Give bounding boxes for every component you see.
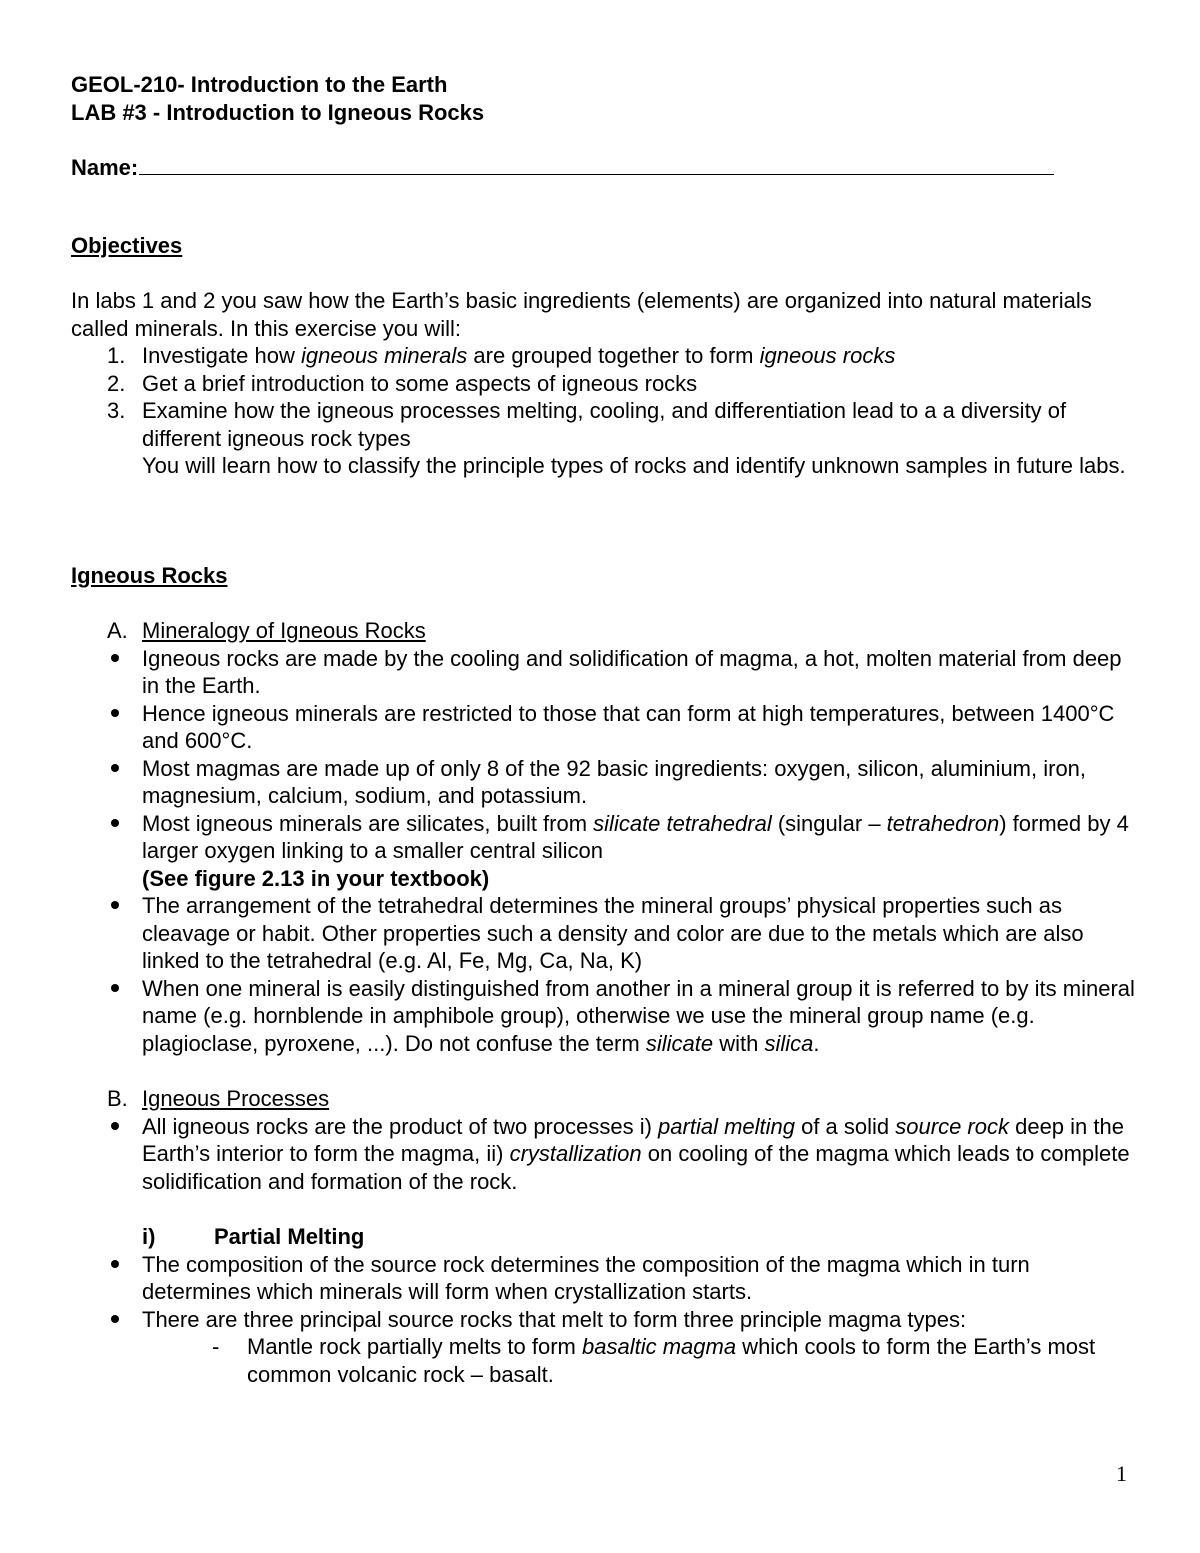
- bullet-text: When one mineral is easily distinguished from another in a mineral group it is referred to by its mineral name (e.g. hornblende in amphibole group), otherwise we use the mineral group name (e.g. plagioclase, pyroxene, ...). Do not confuse the term: [142, 975, 1135, 1056]
- bullet-text: All igneous rocks are the product of two processes i): [142, 1113, 659, 1139]
- bullet-emphasis: source rock: [895, 1113, 1009, 1139]
- bullet-text: There are three principal source rocks that melt to form three principle magma types:: [142, 1306, 967, 1332]
- objective-item: [71, 342, 1141, 370]
- list-item: [71, 645, 1141, 700]
- objectives-intro: In labs 1 and 2 you saw how the Earth’s basic ingredients (elements) are organized into natural materials called minerals. In this exercise you will:: [71, 288, 1092, 341]
- section-b-heading: [71, 1085, 1141, 1113]
- bullet-emphasis: crystallization: [509, 1141, 642, 1166]
- bullet-icon: [111, 709, 119, 717]
- section-a-heading: [71, 617, 1141, 645]
- objective-text: Get a brief introduction to some aspects of igneous rocks: [142, 370, 698, 396]
- section-a-list: [71, 645, 1141, 1058]
- bullet-icon: [111, 764, 119, 772]
- dash-text: which cools to form the Earth’s most common volcanic rock – basalt.: [247, 1334, 1096, 1387]
- bullet-icon: [111, 984, 119, 992]
- igneous-rocks-heading: Igneous Rocks: [71, 562, 228, 588]
- course-title: GEOL-210- Introduction to the Earth: [71, 72, 448, 97]
- section-letter: B.: [107, 1086, 128, 1111]
- bullet-icon: [111, 654, 119, 662]
- dash-marker: -: [212, 1334, 220, 1359]
- list-number: 1.: [107, 343, 126, 368]
- magma-types-list: [71, 1333, 1141, 1388]
- list-number: 3.: [107, 398, 126, 423]
- roman-numeral: i): [142, 1224, 156, 1249]
- list-item: [71, 892, 1141, 975]
- bullet-text: Most igneous minerals are silicates, built from: [142, 810, 594, 836]
- dash-emphasis: basaltic magma: [581, 1334, 737, 1359]
- objective-emphasis: igneous minerals: [300, 343, 468, 368]
- bullet-emphasis: silica: [764, 1030, 814, 1056]
- list-item: [71, 700, 1141, 755]
- bullet-emphasis: silicate tetrahedral: [593, 810, 772, 836]
- objectives-heading: Objectives: [71, 232, 183, 258]
- section-a-title: Mineralogy of Igneous Rocks: [142, 618, 426, 643]
- list-item: [71, 1251, 1141, 1306]
- objectives-list: [71, 342, 1141, 480]
- section-letter: A.: [107, 618, 128, 643]
- bullet-emphasis: partial melting: [658, 1113, 795, 1139]
- name-row: [71, 154, 1141, 182]
- list-item: [71, 1306, 1141, 1334]
- objective-text: are grouped together to form: [467, 343, 760, 368]
- bullet-text: The arrangement of the tetrahedral determines the mineral groups’ physical properties such as cleavage or habit. Other properties such a density and color are due to the metals which are also linked to the tetrahedral (e.g. Al, Fe, Mg, Ca, Na, K): [142, 893, 1084, 973]
- objective-text: Examine how the igneous processes melting, cooling, and differentiation lead to a a diversity of different igneous rock types: [142, 398, 1067, 451]
- lab-title: LAB #3 - Introduction to Igneous Rocks: [71, 99, 485, 125]
- list-item: [71, 975, 1141, 1058]
- bullet-text: on cooling of the magma which leads to complete solidification and formation of the rock.: [142, 1141, 1130, 1194]
- bullet-text: Igneous rocks are made by the cooling and solidification of magma, a hot, molten material from deep in the Earth.: [142, 645, 1122, 698]
- objective-item: [71, 397, 1141, 480]
- bullet-text: ) formed by 4 larger oxygen linking to a smaller central silicon: [142, 810, 1129, 863]
- list-item: [71, 1113, 1141, 1196]
- bullet-text: deep in the Earth’s interior to form the magma, ii): [142, 1113, 1124, 1166]
- objective-item: [71, 370, 1141, 398]
- objective-emphasis: igneous rocks: [759, 343, 896, 368]
- partial-melting-title: Partial Melting: [214, 1224, 365, 1249]
- bullet-icon: [111, 819, 119, 827]
- bullet-icon: [111, 901, 119, 909]
- name-input-line[interactable]: [139, 154, 1054, 175]
- partial-melting-list: [71, 1251, 1141, 1334]
- bullet-icon: [111, 1315, 119, 1323]
- bullet-text: of a solid: [794, 1113, 896, 1139]
- section-b-title: Igneous Processes: [142, 1086, 330, 1111]
- bullet-icon: [111, 1122, 119, 1130]
- bullet-icon: [111, 1260, 119, 1268]
- bullet-text: (singular –: [771, 810, 887, 836]
- bullet-emphasis: tetrahedron: [886, 810, 1000, 836]
- list-item: [71, 1333, 1141, 1388]
- bullet-text: Most magmas are made up of only 8 of the 92 basic ingredients: oxygen, silicon, aluminium, iron, magnesium, calcium, sodium, and potassium.: [142, 755, 1087, 808]
- list-item: [71, 810, 1141, 893]
- page-number: 1: [1116, 1461, 1127, 1486]
- name-label: Name:: [71, 155, 139, 180]
- bullet-text: with: [713, 1030, 765, 1056]
- textbook-reference: (See figure 2.13 in your textbook): [142, 865, 490, 891]
- partial-melting-heading: [71, 1223, 1141, 1251]
- section-b-list: [71, 1113, 1141, 1196]
- bullet-emphasis: silicate: [645, 1030, 714, 1056]
- dash-text: Mantle rock partially melts to form: [247, 1334, 582, 1359]
- bullet-text: The composition of the source rock determines the composition of the magma which in turn determines which minerals will form when crystallization starts.: [142, 1251, 1030, 1304]
- bullet-text: Hence igneous minerals are restricted to those that can form at high temperatures, between 1400°C and 600°C.: [142, 700, 1115, 753]
- bullet-text: .: [813, 1030, 820, 1056]
- list-item: [71, 755, 1141, 810]
- objective-note: You will learn how to classify the principle types of rocks and identify unknown samples in future labs.: [142, 453, 1126, 478]
- objective-text: Investigate how: [142, 343, 301, 368]
- document-page: [71, 71, 1141, 1388]
- list-number: 2.: [107, 370, 126, 396]
